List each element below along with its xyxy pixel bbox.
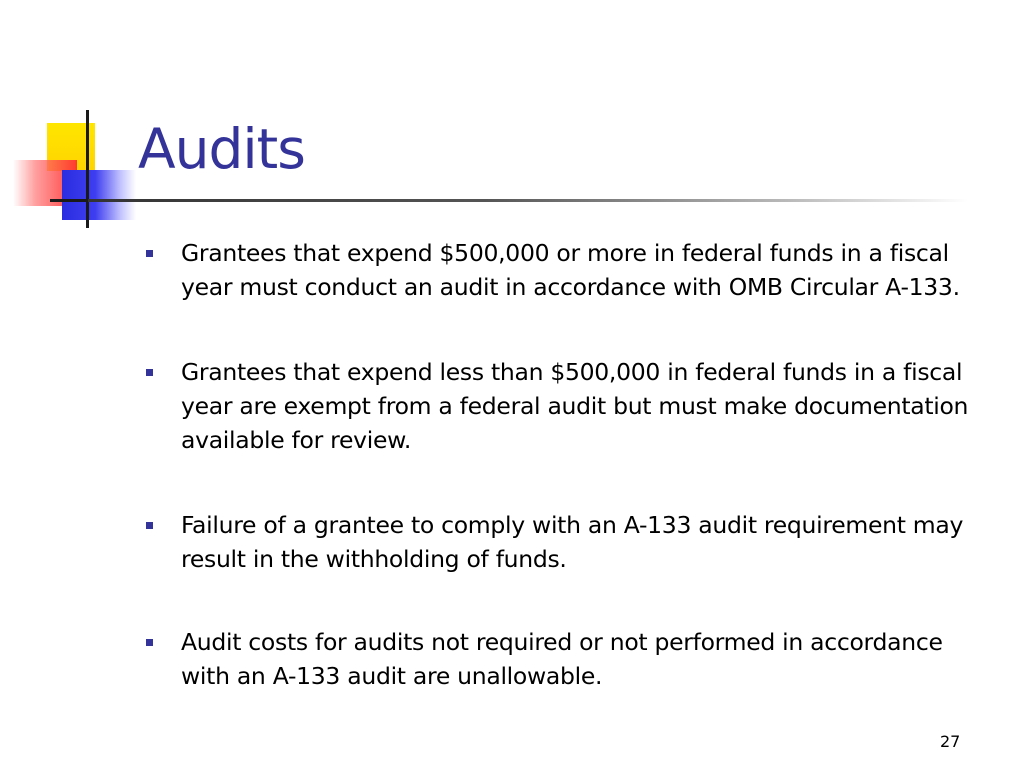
bullet-marker-icon <box>146 369 153 376</box>
bullet-item <box>144 508 984 576</box>
slide-title: Audits <box>138 117 305 181</box>
bullet-list <box>144 236 984 693</box>
page-number: 27 <box>940 732 961 751</box>
bullet-text: Grantees that expend $500,000 or more in federal funds in a fiscal year must conduct an audit in accordance with OMB Circular A-133. <box>181 239 960 301</box>
corner-decoration <box>0 0 160 240</box>
title-underline <box>88 199 968 202</box>
bullet-text: Failure of a grantee to comply with an A-133 audit requirement may result in the withholding of funds. <box>181 511 964 573</box>
bullet-item <box>144 236 984 304</box>
bullet-item <box>144 625 984 693</box>
bullet-text: Grantees that expend less than $500,000 in federal funds in a fiscal year are exempt from a federal audit but must make documentation available for review. <box>181 358 969 454</box>
bullet-marker-icon <box>146 522 153 529</box>
blue-square <box>62 170 136 220</box>
bullet-text: Audit costs for audits not required or not performed in accordance with an A-133 audit are unallowable. <box>181 628 943 690</box>
vertical-line <box>86 110 89 228</box>
bullet-item <box>144 355 984 457</box>
bullet-marker-icon <box>146 250 153 257</box>
bullet-marker-icon <box>146 639 153 646</box>
